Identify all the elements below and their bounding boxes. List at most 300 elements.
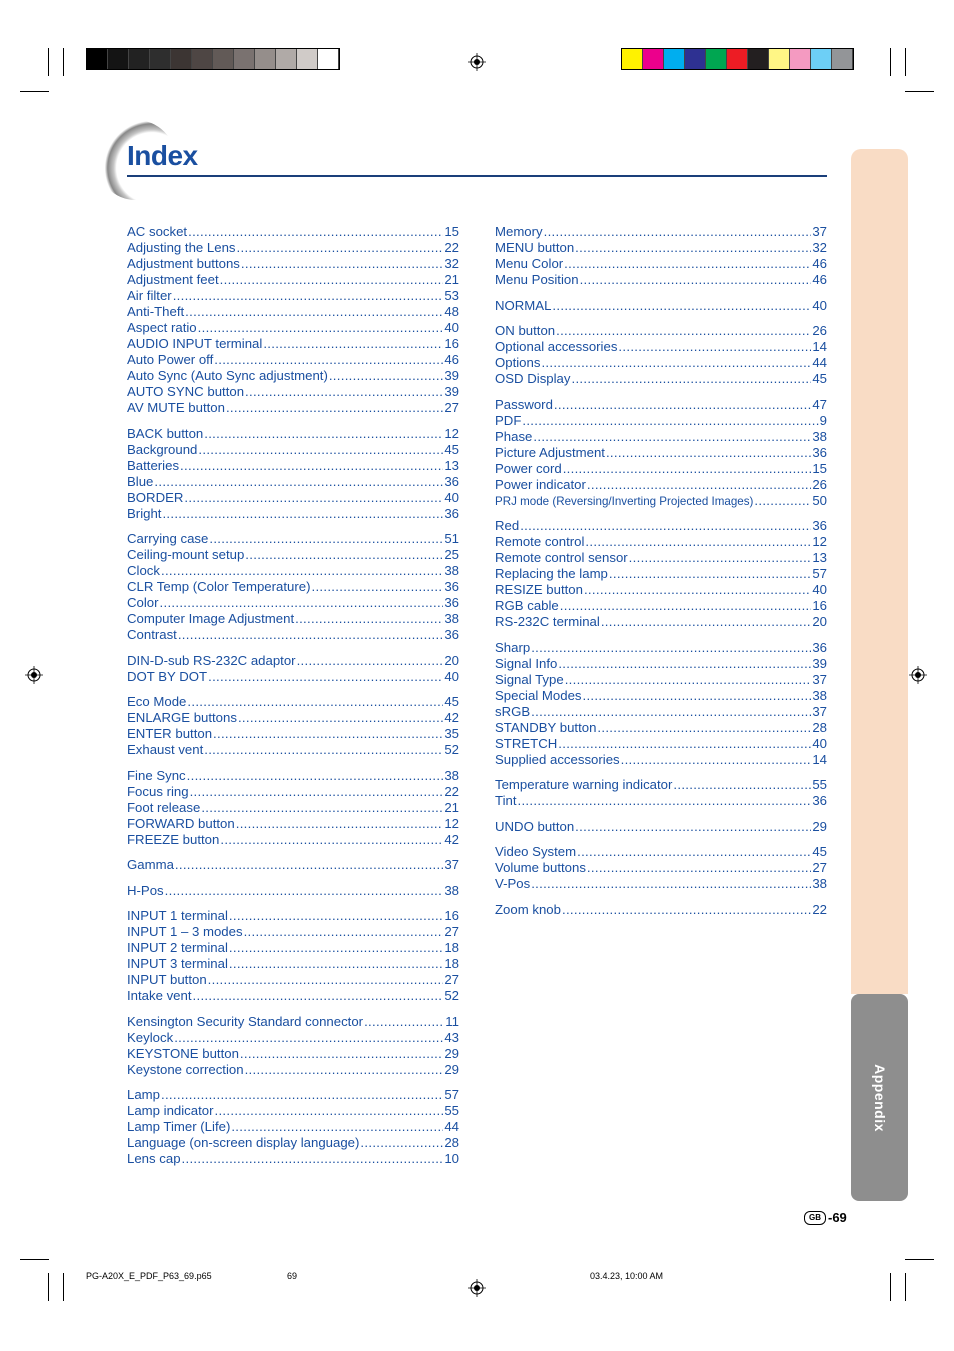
index-entry [127, 694, 459, 710]
index-group [127, 653, 459, 685]
leader-dots [587, 860, 811, 876]
registration-target-icon [25, 666, 43, 684]
index-page-number: 55 [812, 777, 827, 792]
index-term: AV MUTE button [127, 400, 225, 415]
index-term: Adjusting the Lens [127, 240, 236, 255]
index-page-number: 16 [444, 908, 459, 923]
leader-dots [187, 694, 443, 710]
index-page-number: 12 [444, 815, 459, 831]
index-term: Aspect ratio [127, 320, 197, 335]
index-page-number: 12 [444, 425, 459, 441]
color-swatch [87, 49, 108, 69]
index-entry [127, 710, 459, 726]
index-term: RGB cable [495, 598, 559, 613]
index-entry [127, 240, 459, 256]
leader-dots [220, 272, 444, 288]
leader-dots [558, 736, 811, 752]
title-rule [127, 175, 827, 177]
index-term: Lamp indicator [127, 1103, 214, 1118]
crop-mark [890, 48, 891, 76]
crop-mark [905, 48, 906, 76]
index-page-number: 26 [812, 476, 827, 492]
index-page-number: 55 [444, 1103, 459, 1118]
leader-dots [263, 336, 443, 352]
index-entry [127, 627, 459, 643]
index-page-number: 26 [812, 323, 827, 338]
index-page-number: 44 [444, 1119, 459, 1134]
index-page-number: 22 [812, 901, 827, 917]
footer-page: 69 [287, 1271, 298, 1281]
index-term: Gamma [127, 857, 174, 872]
index-entry [495, 720, 827, 736]
leader-dots [229, 908, 443, 924]
leader-dots [544, 224, 812, 240]
leader-dots [556, 323, 811, 339]
index-entry [127, 742, 459, 758]
index-term: Lamp Timer (Life) [127, 1119, 231, 1134]
index-entry [495, 819, 827, 835]
index-entry [495, 672, 827, 688]
leader-dots [229, 940, 443, 956]
index-page-number: 50 [812, 492, 827, 508]
color-swatch [727, 49, 748, 69]
leader-dots [240, 1046, 443, 1062]
leader-dots [563, 461, 812, 477]
index-entry [495, 256, 827, 272]
leader-dots [238, 710, 443, 726]
index-group [495, 298, 827, 314]
index-entry [127, 531, 459, 547]
leader-dots [236, 816, 444, 832]
color-swatch [748, 49, 769, 69]
index-entry [495, 477, 827, 493]
index-page-number: 27 [444, 972, 459, 987]
index-term: Menu Position [495, 272, 579, 287]
index-term: Memory [495, 224, 543, 239]
index-term: Special Modes [495, 687, 582, 703]
index-term: STANDBY button [495, 719, 597, 735]
leader-dots [531, 704, 811, 720]
index-term: Tint [495, 793, 517, 808]
index-entry [495, 902, 827, 918]
leader-dots [231, 1119, 443, 1135]
index-term: AUDIO INPUT terminal [127, 336, 263, 351]
leader-dots [237, 240, 444, 256]
leader-dots [552, 298, 811, 314]
index-page-number: 46 [444, 352, 459, 367]
index-entry [495, 582, 827, 598]
index-group [127, 531, 459, 643]
index-term: Menu Color [495, 256, 564, 271]
leader-dots [606, 445, 811, 461]
index-page-number: 57 [812, 566, 827, 581]
leader-dots [182, 1151, 444, 1167]
index-term: Keylock [127, 1029, 174, 1045]
leader-dots [162, 506, 443, 522]
index-term: Password [495, 396, 553, 412]
index-group [495, 902, 827, 918]
index-group [495, 323, 827, 387]
index-term: ENTER button [127, 726, 213, 741]
index-term: Power cord [495, 460, 562, 476]
leader-dots [220, 832, 443, 848]
leader-dots [160, 595, 444, 611]
index-term: Video System [495, 844, 577, 859]
index-group [127, 857, 459, 873]
index-term: Signal Type [495, 671, 564, 687]
index-entry [127, 1135, 459, 1151]
index-page-number: 13 [812, 550, 827, 565]
index-page-number: 39 [812, 655, 827, 671]
index-group [127, 224, 459, 416]
leader-dots [564, 256, 811, 272]
index-entry [495, 736, 827, 752]
index-group [495, 397, 827, 509]
index-group [127, 1014, 459, 1078]
index-entry [127, 832, 459, 848]
index-term: Picture Adjustment [495, 444, 605, 460]
index-page-number: 42 [444, 710, 459, 725]
grayscale-bar [86, 48, 340, 70]
index-term: Adjustment feet [127, 272, 219, 287]
index-entry [127, 595, 459, 611]
index-term: Remote control sensor [495, 550, 628, 565]
index-entry [127, 1087, 459, 1103]
index-page-number: 27 [444, 924, 459, 939]
index-page-number: 36 [812, 518, 827, 533]
leader-dots [229, 956, 443, 972]
leader-dots [531, 876, 811, 892]
index-term: BORDER [127, 489, 184, 505]
index-entry [495, 844, 827, 860]
index-entry [127, 784, 459, 800]
leader-dots [577, 844, 811, 860]
index-term: Anti-Theft [127, 304, 185, 319]
index-entry [495, 688, 827, 704]
index-page-number: 51 [444, 531, 459, 546]
index-term: RESIZE button [495, 582, 583, 597]
index-term: Fine Sync [127, 767, 186, 783]
leader-dots [174, 1030, 443, 1046]
color-swatch [129, 49, 150, 69]
leader-dots [597, 720, 811, 736]
index-entry [127, 653, 459, 669]
leader-dots [204, 426, 443, 442]
index-entry [127, 304, 459, 320]
index-entry [127, 426, 459, 442]
leader-dots [244, 924, 444, 940]
index-page-number: 36 [444, 627, 459, 642]
index-page-number: 53 [444, 288, 459, 303]
index-entry [495, 493, 827, 509]
index-term: Temperature warning indicator [495, 777, 673, 792]
color-swatch [706, 49, 727, 69]
index-entry [127, 256, 459, 272]
leader-dots [295, 611, 443, 627]
index-term: Options [495, 355, 541, 370]
index-page-number: 25 [444, 547, 459, 562]
index-term: Foot release [127, 799, 201, 815]
index-page-number: 37 [444, 857, 459, 872]
index-entry [495, 355, 827, 371]
index-entry [127, 458, 459, 474]
leader-dots [208, 669, 443, 685]
leader-dots [562, 902, 811, 918]
index-entry [127, 972, 459, 988]
leader-dots [565, 672, 812, 688]
index-group [127, 908, 459, 1004]
index-entry [495, 614, 827, 630]
index-page-number: 9 [819, 412, 827, 428]
leader-dots [185, 304, 443, 320]
index-term: Eco Mode [127, 694, 187, 709]
index-group [127, 883, 459, 899]
index-term: Intake vent [127, 988, 192, 1003]
index-page-number: 10 [444, 1151, 459, 1166]
index-page-number: 38 [812, 428, 827, 444]
index-page-number: 14 [812, 339, 827, 354]
index-page-number: 40 [812, 735, 827, 751]
color-swatch [664, 49, 685, 69]
index-page-number: 15 [444, 224, 459, 239]
index-page-number: 29 [812, 818, 827, 834]
page-title: Index [127, 140, 198, 171]
leader-dots [208, 972, 444, 988]
leader-dots [245, 384, 443, 400]
index-entry [495, 397, 827, 413]
color-swatch [171, 49, 192, 69]
index-entry [495, 793, 827, 809]
index-entry [127, 442, 459, 458]
index-term: Signal Info [495, 655, 558, 671]
index-page-number: 20 [444, 652, 459, 668]
index-term: STRETCH [495, 735, 558, 751]
index-group [495, 777, 827, 809]
index-group [127, 1087, 459, 1167]
index-entry [127, 490, 459, 506]
color-swatch [276, 49, 297, 69]
crop-mark [890, 1273, 891, 1301]
index-term: Exhaust vent [127, 742, 204, 757]
index-term: ENLARGE buttons [127, 710, 237, 725]
leader-dots [571, 371, 811, 387]
index-entry [495, 876, 827, 892]
index-page-number: 40 [812, 582, 827, 597]
leader-dots [554, 397, 811, 413]
color-swatch [811, 49, 832, 69]
index-entry [495, 445, 827, 461]
index-page-number: 40 [444, 320, 459, 335]
crop-mark [48, 1273, 49, 1301]
index-term: Zoom knob [495, 901, 561, 917]
leader-dots [580, 272, 812, 288]
crop-mark [63, 1273, 64, 1301]
index-page-number: 27 [444, 400, 459, 415]
index-term: Carrying case [127, 531, 209, 546]
index-entry [127, 924, 459, 940]
index-term: Ceiling-mount setup [127, 547, 245, 562]
index-page-number: 20 [812, 614, 827, 629]
index-term: Auto Sync (Auto Sync adjustment) [127, 368, 328, 383]
index-entry [127, 1046, 459, 1062]
leader-dots [187, 768, 444, 784]
leader-dots [245, 547, 443, 563]
crop-mark [48, 48, 49, 76]
index-entry [127, 224, 459, 240]
registration-target-icon [468, 1279, 486, 1297]
crop-mark [63, 48, 64, 76]
index-entry [127, 956, 459, 972]
leader-dots [154, 474, 443, 490]
index-term: Lens cap [127, 1151, 181, 1166]
index-entry [127, 320, 459, 336]
leader-dots [297, 653, 444, 669]
index-entry [495, 550, 827, 566]
index-term: Batteries [127, 457, 180, 473]
index-entry [127, 940, 459, 956]
index-group [495, 844, 827, 892]
index-term: H-Pos [127, 882, 164, 898]
index-entry [127, 563, 459, 579]
leader-dots [214, 352, 443, 368]
color-swatch [192, 49, 213, 69]
index-entry [127, 816, 459, 832]
index-page-number: 36 [444, 579, 459, 594]
index-page-number: 39 [444, 368, 459, 383]
index-term: Color [127, 595, 159, 610]
index-entry [127, 883, 459, 899]
index-page-number: 37 [812, 224, 827, 239]
index-page-number: 36 [812, 444, 827, 460]
color-swatch [318, 49, 339, 69]
index-page-number: 43 [444, 1029, 459, 1045]
index-entry [127, 1062, 459, 1078]
leader-dots [522, 413, 818, 429]
index-entry [127, 288, 459, 304]
index-entry [495, 534, 827, 550]
index-term: OSD Display [495, 371, 571, 386]
index-term: Computer Image Adjustment [127, 611, 295, 626]
index-entry [127, 726, 459, 742]
index-term: FREEZE button [127, 831, 220, 847]
index-term: Power indicator [495, 476, 586, 492]
index-entry [495, 752, 827, 768]
leader-dots [621, 752, 812, 768]
page-number-value: -69 [828, 1210, 847, 1225]
index-term: V-Pos [495, 876, 531, 891]
crop-mark [905, 1259, 934, 1260]
index-page-number: 52 [444, 742, 459, 757]
leader-dots [585, 534, 811, 550]
registration-target-icon [909, 666, 927, 684]
index-page-number: 32 [444, 256, 459, 271]
index-term: Auto Power off [127, 352, 214, 367]
index-term: Focus ring [127, 783, 189, 799]
index-term: Red [495, 518, 520, 533]
leader-dots [173, 288, 444, 304]
index-term: UNDO button [495, 818, 575, 834]
leader-dots [560, 598, 812, 614]
index-group [127, 694, 459, 758]
index-page-number: 13 [444, 457, 459, 473]
index-page-number: 38 [444, 563, 459, 578]
leader-dots [520, 518, 811, 534]
index-page-number: 36 [444, 473, 459, 489]
index-entry [495, 656, 827, 672]
index-group [127, 426, 459, 522]
index-entry [495, 598, 827, 614]
leader-dots [364, 1014, 444, 1030]
index-term: AC socket [127, 224, 188, 239]
gb-badge: GB [804, 1211, 826, 1225]
index-term: Contrast [127, 627, 177, 642]
leader-dots [531, 640, 811, 656]
index-page-number: 36 [444, 505, 459, 521]
leader-dots [518, 793, 812, 809]
index-entry [495, 518, 827, 534]
index-entry [127, 1103, 459, 1119]
index-term: Keystone correction [127, 1061, 244, 1077]
index-page-number: 38 [444, 882, 459, 898]
index-entry [495, 777, 827, 793]
index-entry [495, 640, 827, 656]
index-page-number: 28 [444, 1135, 459, 1150]
index-entry [127, 1119, 459, 1135]
index-term: PDF [495, 412, 522, 428]
leader-dots [558, 656, 811, 672]
color-swatch [108, 49, 129, 69]
registration-target-icon [468, 53, 486, 71]
index-page-number: 45 [444, 694, 459, 709]
index-page-number: 46 [812, 272, 827, 287]
leader-dots [209, 531, 443, 547]
leader-dots [178, 627, 443, 643]
index-page-number: 36 [444, 595, 459, 610]
side-tab-label: Appendix [871, 1063, 888, 1132]
index-entry [495, 413, 827, 429]
index-term: Background [127, 441, 198, 457]
index-page-number: 40 [444, 489, 459, 505]
index-term: FORWARD button [127, 815, 235, 831]
index-entry [495, 323, 827, 339]
index-term: Sharp [495, 639, 531, 655]
color-swatch [790, 49, 811, 69]
index-entry [127, 400, 459, 416]
index-term: Optional accessories [495, 339, 618, 354]
leader-dots [583, 688, 812, 704]
index-page-number: 42 [444, 831, 459, 847]
leader-dots [226, 400, 443, 416]
leader-dots [213, 726, 443, 742]
index-page-number: 39 [444, 384, 459, 399]
leader-dots [587, 477, 811, 493]
index-entry [127, 857, 459, 873]
index-entry [127, 1151, 459, 1167]
index-entry [495, 240, 827, 256]
index-page-number: 29 [444, 1061, 459, 1077]
index-term: RS-232C terminal [495, 614, 600, 629]
leader-dots [754, 493, 811, 509]
index-page-number: 18 [444, 940, 459, 955]
page-number [804, 1210, 847, 1225]
index-entry [495, 298, 827, 314]
index-term: Air filter [127, 288, 172, 303]
index-term: Lamp [127, 1087, 160, 1102]
footer-timestamp: 03.4.23, 10:00 AM [590, 1271, 664, 1281]
color-swatch [769, 49, 790, 69]
leader-dots [311, 579, 443, 595]
leader-dots [541, 355, 811, 371]
